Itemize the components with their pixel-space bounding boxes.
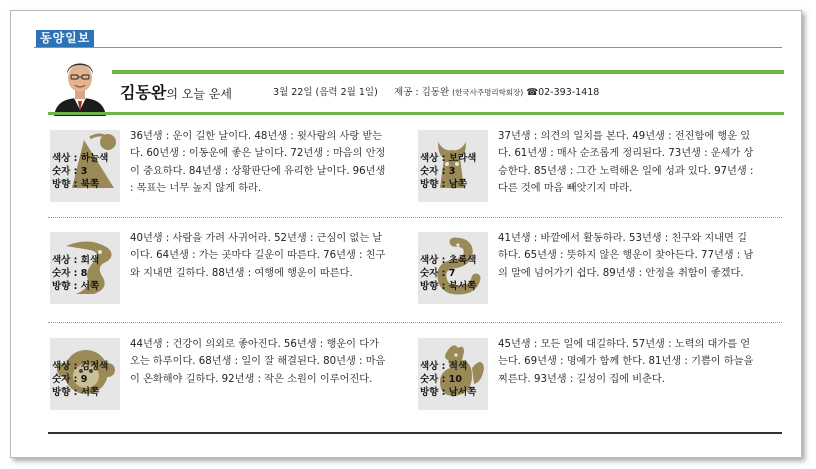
fortune-entry-rat [50, 130, 388, 214]
lucky-number: 숫자 : 3 [420, 166, 456, 177]
bottom-rule [48, 432, 782, 434]
page-title [120, 80, 232, 103]
divider [34, 47, 782, 48]
header-rule [48, 112, 784, 115]
columnist-name: 김동완 [120, 83, 167, 102]
provider-org: (한국사주명리학회장) [452, 88, 524, 97]
provider-name: 제공 : 김동완 [394, 87, 450, 98]
lucky-color: 색상 : 회색 [52, 255, 100, 266]
lucky-direction: 방향 : 서쪽 [52, 387, 100, 398]
lucky-info [52, 254, 99, 293]
fortune-text: 37년생 : 의견의 일치를 본다. 49년생 : 전진함에 행운 있다. 61년생 : 매사 순조롭게 정리된다. 73년생 : 운세가 상승한다. 85년생 : 그간 노력해온 일에 성과 있다. 97년생 : 다른 것에 마음 빼앗기지 마라. [498, 131, 754, 194]
provider-phone: ☎02-393-1418 [526, 87, 600, 98]
newspaper-logo: 동양일보 [36, 30, 94, 47]
fortune-text: 44년생 : 건강이 의외로 좋아진다. 56년생 : 행운이 다가오는 하루이다. 68년생 : 일이 잘 해결된다. 80년생 : 마음이 온화해야 길하다. 92년생 : 작은 소원이 이루어진다. [130, 339, 386, 385]
lucky-color: 색상 : 하늘색 [52, 153, 109, 164]
fortune-entry-snake [418, 232, 756, 316]
lucky-color: 색상 : 보라색 [420, 153, 477, 164]
lucky-direction: 방향 : 남쪽 [420, 179, 468, 190]
fortune-text: 45년생 : 모든 일에 대길하다. 57년생 : 노력의 대가를 얻는다. 69년생 : 명예가 함께 한다. 81년생 : 기쁨이 하늘을 찌른다. 93년생 : 길성이 집에 비춘다. [498, 339, 754, 385]
row-divider [48, 217, 782, 218]
fortune-text: 36년생 : 운이 길한 날이다. 48년생 : 윗사람의 사랑 받는다. 60년생 : 이동운에 좋은 날이다. 72년생 : 마음의 안정이 중요하다. 84년생 : 상황판단에 유리한 날이다. 96년생 : 목표는 너무 높지 않게 하라. [130, 131, 386, 194]
lucky-number: 숫자 : 3 [52, 166, 88, 177]
lucky-number: 숫자 : 9 [52, 374, 88, 385]
lucky-info [420, 360, 476, 399]
row-divider [48, 322, 782, 323]
lucky-color: 색상 : 적색 [420, 361, 468, 372]
fortune-entry-monkey [50, 338, 388, 422]
lucky-direction: 방향 : 남서쪽 [420, 387, 477, 398]
fortune-entry-ox [418, 130, 756, 214]
lucky-info [420, 254, 476, 293]
lucky-color: 색상 : 초록색 [420, 255, 477, 266]
lucky-number: 숫자 : 7 [420, 268, 456, 279]
lucky-direction: 방향 : 북쪽 [52, 179, 100, 190]
provider-credit [394, 84, 599, 98]
title-suffix: 의 오늘 운세 [166, 87, 232, 101]
lucky-direction: 방향 : 북서쪽 [420, 281, 477, 292]
date-label: 3월 22일 (음력 2월 1일) [273, 87, 378, 98]
columnist-photo [50, 54, 110, 116]
lucky-color: 색상 : 검정색 [52, 361, 109, 372]
lucky-number: 숫자 : 10 [420, 374, 462, 385]
title-rule [112, 70, 784, 74]
lucky-info [52, 152, 108, 191]
fortune-text: 40년생 : 사람을 가려 사귀어라. 52년생 : 근심이 없는 날이다. 64년생 : 가는 곳마다 길운이 따른다. 76년생 : 친구와 지내면 길하다. 88년생 : 여행에 행운이 따른다. [130, 233, 386, 279]
lucky-direction: 방향 : 서쪽 [52, 281, 100, 292]
lucky-number: 숫자 : 8 [52, 268, 88, 279]
lucky-info [420, 152, 476, 191]
fortune-entry-rooster [418, 338, 756, 422]
fortune-text: 41년생 : 바깥에서 활동하라. 53년생 : 친구와 지내면 길하다. 65년생 : 뜻하지 않은 행운이 찾아든다. 77년생 : 남의 말에 넘어가기 쉽다. 89년생 : 안정을 취함이 좋겠다. [498, 233, 754, 279]
lucky-info [52, 360, 108, 399]
fortune-entry-dragon [50, 232, 388, 316]
